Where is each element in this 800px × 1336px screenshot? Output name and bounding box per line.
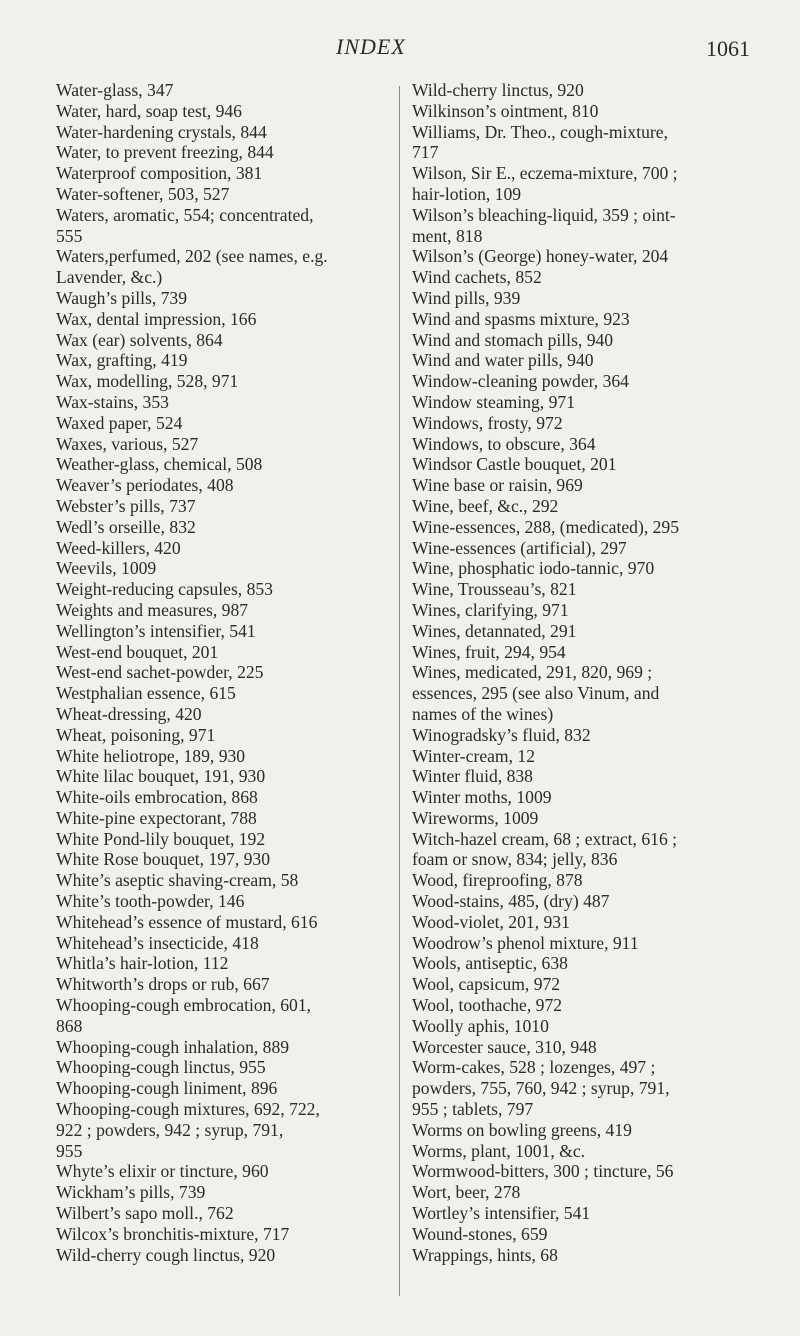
index-entry bbox=[56, 1057, 384, 1078]
index-entry-line: Weights and measures, 987 bbox=[56, 599, 249, 620]
index-entry-line: Wind and water pills, 940 bbox=[412, 350, 594, 371]
index-entry bbox=[56, 80, 384, 101]
index-entry bbox=[56, 870, 384, 891]
index-entry bbox=[56, 974, 384, 995]
index-entry-line: Wind cachets, 852 bbox=[412, 267, 542, 288]
index-entry bbox=[412, 1141, 784, 1162]
index-entry-line: Wrappings, hints, 68 bbox=[412, 1244, 558, 1265]
index-entry bbox=[412, 1182, 784, 1203]
index-entry bbox=[412, 101, 784, 122]
index-entry bbox=[412, 829, 784, 871]
index-entry-line: Wellington’s intensifier, 541 bbox=[56, 620, 256, 641]
index-entry-line: Wax (ear) solvents, 864 bbox=[56, 329, 223, 350]
index-entry-line: Waters, aromatic, 554; concentrated, bbox=[56, 204, 314, 225]
index-entry-line: Wilson’s (George) honey-water, 204 bbox=[412, 246, 669, 267]
index-entry bbox=[412, 538, 784, 559]
index-entry-line: White heliotrope, 189, 930 bbox=[56, 745, 246, 766]
index-entry bbox=[56, 725, 384, 746]
index-entry-line: Wild-cherry cough linctus, 920 bbox=[56, 1244, 276, 1265]
index-entry-line: Wilcox’s bronchitis-mixture, 717 bbox=[56, 1223, 290, 1244]
index-entry-line: Wheat, poisoning, 971 bbox=[56, 724, 216, 745]
index-entry bbox=[412, 517, 784, 538]
index-entry-line: Whooping-cough mixtures, 692, 722, bbox=[56, 1099, 320, 1120]
index-entry bbox=[412, 413, 784, 434]
index-entry-line: Water-hardening crystals, 844 bbox=[56, 121, 267, 142]
index-entry bbox=[56, 517, 384, 538]
index-entry bbox=[56, 600, 384, 621]
index-entry bbox=[412, 350, 784, 371]
index-entry-line: hair-lotion, 109 bbox=[412, 183, 522, 204]
index-entry-line: Wine base or raisin, 969 bbox=[412, 475, 583, 496]
index-entry-line: ment, 818 bbox=[412, 225, 483, 246]
index-entry bbox=[412, 995, 784, 1016]
index-entry bbox=[56, 953, 384, 974]
index-entry-line: Wood-stains, 485, (dry) 487 bbox=[412, 891, 610, 912]
index-entry-line: Whitla’s hair-lotion, 112 bbox=[56, 953, 229, 974]
index-entry bbox=[56, 995, 384, 1037]
index-entry-line: Wilbert’s sapo moll., 762 bbox=[56, 1203, 234, 1224]
index-entry-line: 955 bbox=[56, 1140, 83, 1161]
index-entry-line: Waxes, various, 527 bbox=[56, 433, 199, 454]
index-entry bbox=[412, 787, 784, 808]
index-entry bbox=[412, 288, 784, 309]
index-entry bbox=[56, 350, 384, 371]
index-entry bbox=[412, 392, 784, 413]
index-entry bbox=[412, 891, 784, 912]
index-entry bbox=[56, 746, 384, 767]
index-entry bbox=[56, 912, 384, 933]
index-entry-line: Westphalian essence, 615 bbox=[56, 683, 236, 704]
index-entry-line: Weight-reducing capsules, 853 bbox=[56, 579, 273, 600]
index-entry-line: Wax-stains, 353 bbox=[56, 391, 169, 412]
index-entry bbox=[56, 538, 384, 559]
index-entry bbox=[56, 101, 384, 122]
index-entry-line: Wine, beef, &c., 292 bbox=[412, 495, 559, 516]
index-entry bbox=[56, 849, 384, 870]
page-header bbox=[0, 34, 800, 64]
index-entry bbox=[56, 163, 384, 184]
index-entry-line: Wine, Trousseau’s, 821 bbox=[412, 579, 577, 600]
index-entry-line: Wood-violet, 201, 931 bbox=[412, 911, 570, 932]
index-entry bbox=[56, 288, 384, 309]
index-entry bbox=[412, 1037, 784, 1058]
index-entry-line: Winter moths, 1009 bbox=[412, 787, 552, 808]
index-entry-line: 868 bbox=[56, 1015, 83, 1036]
index-entry-line: Wine-essences (artificial), 297 bbox=[412, 537, 627, 558]
index-entry-line: Worms, plant, 1001, &c. bbox=[412, 1140, 586, 1161]
index-entry bbox=[412, 246, 784, 267]
index-entry bbox=[412, 746, 784, 767]
index-entry-line: Worms on bowling greens, 419 bbox=[412, 1119, 632, 1140]
index-entry-line: Weed-killers, 420 bbox=[56, 537, 181, 558]
index-entry-line: Weather-glass, chemical, 508 bbox=[56, 454, 263, 475]
index-entry-line: foam or snow, 834; jelly, 836 bbox=[412, 849, 618, 870]
index-entry bbox=[412, 1016, 784, 1037]
index-entry bbox=[56, 683, 384, 704]
index-entry-line: Wedl’s orseille, 832 bbox=[56, 516, 196, 537]
index-entry-line: Wort, beer, 278 bbox=[412, 1182, 521, 1203]
index-entry-line: Lavender, &c.) bbox=[56, 267, 163, 288]
index-entry-line: Wind pills, 939 bbox=[412, 287, 521, 308]
index-entry bbox=[412, 475, 784, 496]
index-entry bbox=[412, 330, 784, 351]
index-entry bbox=[56, 309, 384, 330]
index-entry bbox=[412, 1120, 784, 1141]
index-entry-line: Windows, to obscure, 364 bbox=[412, 433, 596, 454]
index-entry bbox=[56, 558, 384, 579]
index-entry-line: 955 ; tablets, 797 bbox=[412, 1099, 534, 1120]
index-entry-line: Wheat-dressing, 420 bbox=[56, 703, 202, 724]
index-entry bbox=[412, 1057, 784, 1119]
index-entry bbox=[412, 267, 784, 288]
index-entry-line: Wines, medicated, 291, 820, 969 ; bbox=[412, 662, 653, 683]
page-number: 1061 bbox=[706, 36, 750, 61]
index-entry-line: White Rose bouquet, 197, 930 bbox=[56, 849, 271, 870]
index-entry-line: Wool, toothache, 972 bbox=[412, 995, 563, 1016]
index-entry-line: Wound-stones, 659 bbox=[412, 1223, 548, 1244]
index-entry bbox=[56, 787, 384, 808]
index-entry bbox=[412, 309, 784, 330]
index-entry bbox=[56, 933, 384, 954]
index-entry bbox=[412, 558, 784, 579]
index-entry-line: powders, 755, 760, 942 ; syrup, 791, bbox=[412, 1078, 670, 1099]
index-entry bbox=[412, 725, 784, 746]
index-entry bbox=[56, 766, 384, 787]
index-entry bbox=[412, 912, 784, 933]
index-entry-line: Worm-cakes, 528 ; lozenges, 497 ; bbox=[412, 1057, 656, 1078]
index-entry-line: White-oils embrocation, 868 bbox=[56, 787, 258, 808]
index-entry bbox=[56, 1078, 384, 1099]
index-entry bbox=[56, 142, 384, 163]
index-entry-line: Wine, phosphatic iodo-tannic, 970 bbox=[412, 558, 655, 579]
index-entry-line: Wood, fireproofing, 878 bbox=[412, 870, 583, 891]
index-entry bbox=[56, 1224, 384, 1245]
index-entry-line: Whooping-cough liniment, 896 bbox=[56, 1078, 278, 1099]
index-entry bbox=[56, 1182, 384, 1203]
index-entry bbox=[412, 766, 784, 787]
index-entry-line: Waugh’s pills, 739 bbox=[56, 287, 188, 308]
index-entry-line: West-end sachet-powder, 225 bbox=[56, 662, 264, 683]
index-entry-line: White’s tooth-powder, 146 bbox=[56, 891, 245, 912]
index-entry bbox=[412, 80, 784, 101]
index-entry-line: Water, hard, soap test, 946 bbox=[56, 100, 242, 121]
index-entry bbox=[56, 122, 384, 143]
index-entry bbox=[412, 454, 784, 475]
index-entry-line: Windsor Castle bouquet, 201 bbox=[412, 454, 617, 475]
index-entry-line: West-end bouquet, 201 bbox=[56, 641, 219, 662]
index-entry-line: Wortley’s intensifier, 541 bbox=[412, 1203, 591, 1224]
index-entry-line: Wax, grafting, 419 bbox=[56, 350, 188, 371]
index-entry-line: Water-glass, 347 bbox=[56, 80, 174, 100]
index-entry-line: Webster’s pills, 737 bbox=[56, 495, 196, 516]
index-entry bbox=[412, 163, 784, 205]
index-entry bbox=[412, 1245, 784, 1266]
index-entry bbox=[56, 371, 384, 392]
index-entry-line: Winogradsky’s fluid, 832 bbox=[412, 724, 591, 745]
index-entry bbox=[56, 1037, 384, 1058]
index-entry-line: Window steaming, 971 bbox=[412, 391, 575, 412]
index-entry bbox=[56, 808, 384, 829]
index-entry bbox=[412, 870, 784, 891]
index-entry bbox=[412, 1224, 784, 1245]
index-entry bbox=[412, 642, 784, 663]
index-entry-line: Woolly aphis, 1010 bbox=[412, 1015, 549, 1036]
index-entry bbox=[56, 330, 384, 351]
index-entry-line: Waters,perfumed, 202 (see names, e.g. bbox=[56, 246, 328, 267]
index-entry-line: Whitehead’s essence of mustard, 616 bbox=[56, 911, 318, 932]
index-entry-line: Whooping-cough inhalation, 889 bbox=[56, 1036, 290, 1057]
index-entry-line: Waxed paper, 524 bbox=[56, 412, 183, 433]
column-divider bbox=[399, 86, 400, 1296]
index-entry-line: Whitworth’s drops or rub, 667 bbox=[56, 974, 270, 995]
index-entry bbox=[56, 1161, 384, 1182]
index-entry-line: Windows, frosty, 972 bbox=[412, 412, 563, 433]
index-entry bbox=[56, 1099, 384, 1161]
index-entry-line: essences, 295 (see also Vinum, and bbox=[412, 683, 660, 704]
index-entry-line: 717 bbox=[412, 142, 439, 163]
index-entry bbox=[412, 600, 784, 621]
index-entry-line: Wines, clarifying, 971 bbox=[412, 599, 569, 620]
index-entry-line: Water-softener, 503, 527 bbox=[56, 183, 230, 204]
index-entry-line: Wilkinson’s ointment, 810 bbox=[412, 100, 599, 121]
index-entry-line: Wild-cherry linctus, 920 bbox=[412, 80, 584, 100]
index-entry-line: Whooping-cough embrocation, 601, bbox=[56, 995, 312, 1016]
index-entry bbox=[56, 184, 384, 205]
index-entry-line: White-pine expectorant, 788 bbox=[56, 807, 257, 828]
index-entry bbox=[56, 475, 384, 496]
index-entry-line: Waterproof composition, 381 bbox=[56, 163, 263, 184]
index-entry bbox=[56, 829, 384, 850]
index-entry bbox=[56, 496, 384, 517]
index-entry-line: Wines, fruit, 294, 954 bbox=[412, 641, 566, 662]
index-entry-line: Weaver’s periodates, 408 bbox=[56, 475, 234, 496]
index-entry-line: Winter fluid, 838 bbox=[412, 766, 533, 787]
index-entry-line: Wine-essences, 288, (medicated), 295 bbox=[412, 516, 680, 537]
index-entry bbox=[56, 413, 384, 434]
index-entry-line: Wickham’s pills, 739 bbox=[56, 1182, 206, 1203]
index-entry-line: Worcester sauce, 310, 948 bbox=[412, 1036, 597, 1057]
index-entry bbox=[56, 621, 384, 642]
index-entry bbox=[412, 205, 784, 247]
index-entry-line: Wireworms, 1009 bbox=[412, 807, 539, 828]
index-entry-line: Whooping-cough linctus, 955 bbox=[56, 1057, 266, 1078]
index-entry bbox=[56, 392, 384, 413]
index-entry bbox=[412, 579, 784, 600]
index-entry-line: Whitehead’s insecticide, 418 bbox=[56, 932, 259, 953]
index-entry-line: Wormwood-bitters, 300 ; tincture, 56 bbox=[412, 1161, 674, 1182]
index-entry bbox=[412, 808, 784, 829]
index-entry bbox=[56, 454, 384, 475]
index-entry bbox=[412, 122, 784, 164]
index-entry bbox=[412, 371, 784, 392]
index-entry bbox=[56, 205, 384, 247]
index-entry-line: Water, to prevent freezing, 844 bbox=[56, 142, 274, 163]
left-index-column bbox=[56, 80, 384, 1265]
index-entry bbox=[56, 246, 384, 288]
index-entry bbox=[412, 434, 784, 455]
index-entry bbox=[56, 1203, 384, 1224]
index-entry bbox=[56, 642, 384, 663]
running-head: INDEX bbox=[336, 34, 406, 59]
index-entry-line: Wind and spasms mixture, 923 bbox=[412, 308, 630, 329]
index-entry-line: Wax, dental impression, 166 bbox=[56, 308, 257, 329]
index-entry-line: White Pond-lily bouquet, 192 bbox=[56, 828, 266, 849]
index-entry bbox=[56, 434, 384, 455]
index-entry bbox=[56, 662, 384, 683]
index-entry-line: Witch-hazel cream, 68 ; extract, 616 ; bbox=[412, 828, 678, 849]
index-entry bbox=[412, 933, 784, 954]
index-entry bbox=[412, 953, 784, 974]
index-entry-line: names of the wines) bbox=[412, 703, 554, 724]
index-entry-line: Winter-cream, 12 bbox=[412, 745, 536, 766]
index-entry-line: White lilac bouquet, 191, 930 bbox=[56, 766, 266, 787]
index-entry-line: Wines, detannated, 291 bbox=[412, 620, 577, 641]
index-entry-line: 555 bbox=[56, 225, 83, 246]
index-entry-line: Window-cleaning powder, 364 bbox=[412, 371, 629, 392]
index-entry bbox=[56, 891, 384, 912]
index-entry-line: Wool, capsicum, 972 bbox=[412, 974, 561, 995]
index-entry bbox=[412, 1161, 784, 1182]
index-entry bbox=[412, 496, 784, 517]
index-entry bbox=[412, 1203, 784, 1224]
index-entry-line: Williams, Dr. Theo., cough-mixture, bbox=[412, 121, 668, 142]
index-entry-line: Wilson’s bleaching-liquid, 359 ; oint- bbox=[412, 204, 676, 225]
index-entry-line: Whyte’s elixir or tincture, 960 bbox=[56, 1161, 269, 1182]
index-entry-line: Wilson, Sir E., eczema-mixture, 700 ; bbox=[412, 163, 678, 184]
index-entry-line: Wax, modelling, 528, 971 bbox=[56, 371, 239, 392]
index-entry-line: Wools, antiseptic, 638 bbox=[412, 953, 568, 974]
index-entry bbox=[56, 1245, 384, 1266]
index-entry bbox=[56, 579, 384, 600]
index-entry-line: White’s aseptic shaving-cream, 58 bbox=[56, 870, 299, 891]
index-entry bbox=[412, 974, 784, 995]
index-entry bbox=[56, 704, 384, 725]
index-entry bbox=[412, 662, 784, 724]
index-entry-line: Wind and stomach pills, 940 bbox=[412, 329, 614, 350]
index-entry-line: 922 ; powders, 942 ; syrup, 791, bbox=[56, 1119, 284, 1140]
index-entry-line: Weevils, 1009 bbox=[56, 558, 157, 579]
index-entry bbox=[412, 621, 784, 642]
index-entry-line: Woodrow’s phenol mixture, 911 bbox=[412, 932, 639, 953]
right-index-column bbox=[412, 80, 784, 1265]
